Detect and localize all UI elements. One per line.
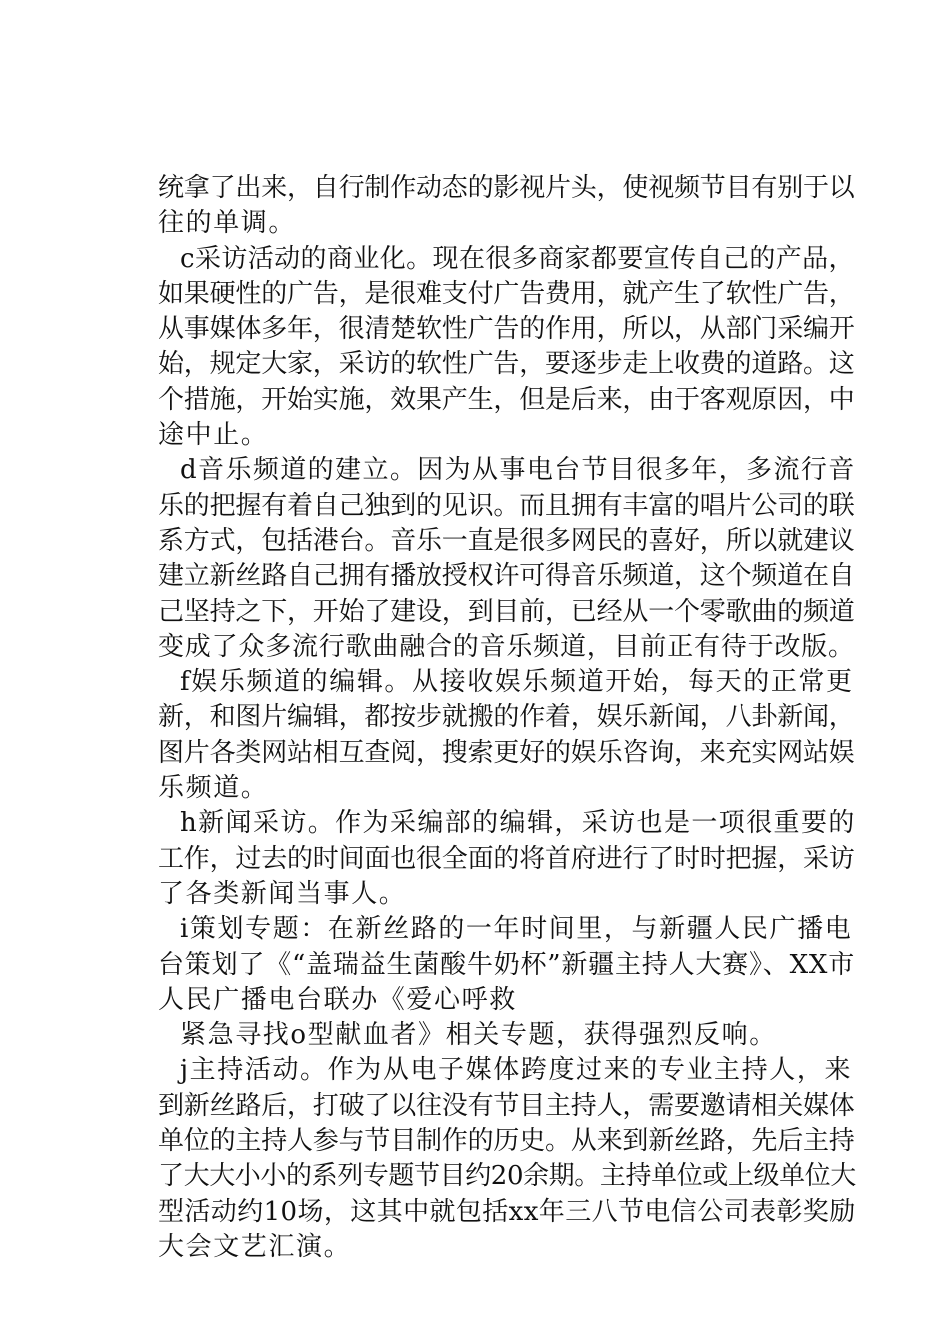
text-line: 从事媒体多年，很清楚软性广告的作用，所以，从部门采编开 xyxy=(158,314,855,345)
text-line: 己坚持之下，开始了建设，到目前，已经从一个零歌曲的频道 xyxy=(158,596,855,627)
text-line: 型活动约10场，这其中就包括xx年三八节电信公司表彰奖励 xyxy=(158,1196,856,1227)
paragraph-start-line: 紧急寻找o型献血者》相关专题，获得强烈反响。 xyxy=(180,1020,777,1051)
text-line: 如果硬性的广告，是很难支付广告费用，就产生了软性广告， xyxy=(158,278,855,309)
text-line: 建立新丝路自己拥有播放授权许可得音乐频道，这个频道在自 xyxy=(158,561,855,592)
text-line: 始，规定大家，采访的软性广告，要逐步走上收费的道路。这 xyxy=(158,349,855,380)
text-line: 到新丝路后，打破了以往没有节目主持人，需要邀请相关媒体 xyxy=(158,1090,855,1121)
text-line: 个措施，开始实施，效果产生，但是后来，由于客观原因，中 xyxy=(158,384,855,415)
text-line: 统拿了出来，自行制作动态的影视片头，使视频节目有别于以 xyxy=(158,173,855,203)
text-line: 大会文艺汇演。 xyxy=(158,1231,352,1262)
text-line: 工作，过去的时间面也很全面的将首府进行了时时把握，采访 xyxy=(158,843,855,874)
paragraph-start-line: j主持活动。作为从电子媒体跨度过来的专业主持人，来 xyxy=(180,1055,853,1086)
paragraph-start-line: f娱乐频道的编辑。从接收娱乐频道开始，每天的正常更 xyxy=(180,667,854,698)
text-line: 往的单调。 xyxy=(158,208,297,239)
body-text xyxy=(158,171,858,1265)
text-line: 变成了众多流行歌曲融合的音乐频道，目前正有待于改版。 xyxy=(158,631,855,662)
text-line: 单位的主持人参与节目制作的历史。从来到新丝路，先后主持 xyxy=(158,1126,855,1157)
text-line: 新，和图片编辑，都按步就搬的作着，娱乐新闻，八卦新闻， xyxy=(158,702,855,733)
text-line: 乐频道。 xyxy=(158,773,269,804)
paragraph-start-line: h新闻采访。作为采编部的编辑，采访也是一项很重要的 xyxy=(180,808,856,839)
text-line: 途中止。 xyxy=(158,420,269,451)
text-line: 系方式，包括港台。音乐一直是很多网民的喜好，所以就建议 xyxy=(158,525,855,556)
text-line: 乐的把握有着自己独到的见识。而且拥有丰富的唱片公司的联 xyxy=(158,490,855,521)
text-line: 了各类新闻当事人。 xyxy=(158,878,407,909)
text-line: 了大大小小的系列专题节目约20余期。主持单位或上级单位大 xyxy=(158,1161,856,1192)
paragraph-start-line: c采访活动的商业化。现在很多商家都要宣传自己的产品， xyxy=(180,243,855,274)
paragraph-start-line: d音乐频道的建立。因为从事电台节目很多年，多流行音 xyxy=(180,455,856,486)
paragraph-start-line: i策划专题：在新丝路的一年时间里，与新疆人民广播电 xyxy=(180,914,853,945)
text-line: 图片各类网站相互查阅，搜索更好的娱乐咨询，来充实网站娱 xyxy=(158,737,855,768)
text-line: 台策划了《“盖瑞益生菌酸牛奶杯”新疆主持人大赛》、XX市 xyxy=(158,949,856,980)
text-line: 人民广播电台联办《爱心呼救 xyxy=(158,984,517,1015)
